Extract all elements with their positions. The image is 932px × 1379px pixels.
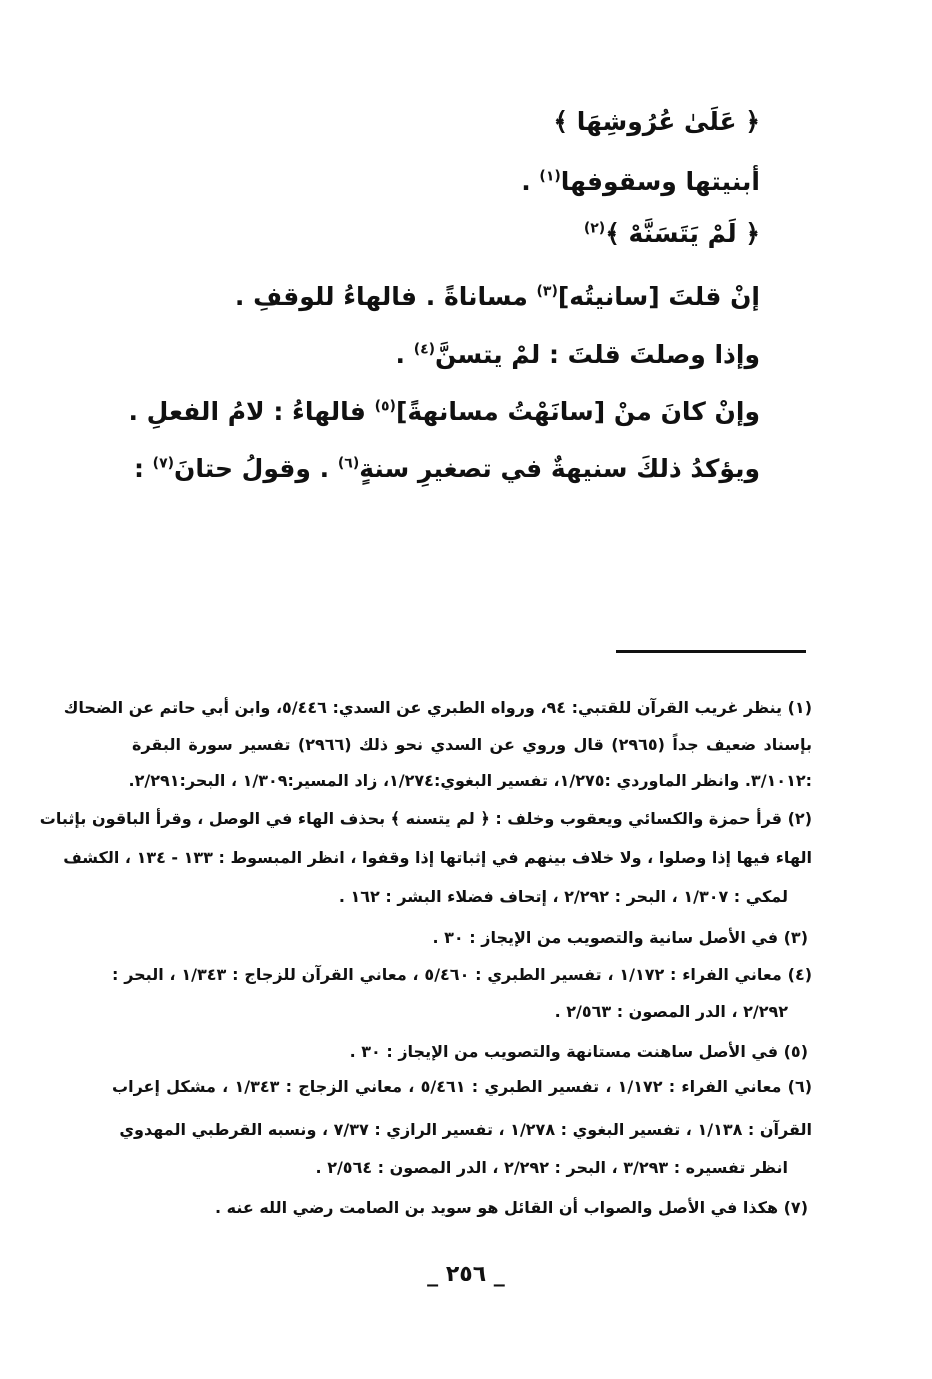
gloss-line-1	[521, 164, 760, 200]
body-text: ويؤكدُ ذلكَ سنيهةٌ في تصغيرِ سنةٍ	[359, 454, 760, 483]
page-number: _ ٢٥٦ _	[427, 1262, 505, 1287]
footnote-1-line-2: بإسناد ضعيف جداً (٢٩٦٥) قال وروي عن السدي نحو ذلك (٢٩٦٦) تفسير سورة البقرة	[132, 735, 812, 754]
footnote-ref: (٢)	[583, 220, 606, 237]
footnote-divider	[616, 650, 806, 653]
footnote-1-line-3: :٣/١٠١٢. وانظر الماوردي :١/٢٧٥، تفسير البغوي:١/٢٧٤، زاد المسير:١/٣٠٩ ، البحر:٢/٢٩١.	[128, 771, 812, 790]
footnote-2-line-3: لمكي : ١/٣٠٧ ، البحر : ٢/٢٩٢ ، إتحاف فضلاء البشر : ١٦٢ .	[338, 887, 788, 906]
footnote-ref: (١)	[539, 168, 561, 185]
punctuation: .	[521, 167, 540, 196]
footnote-6-line-1: (٦) معاني الفراء : ١/١٧٢ ، تفسير الطبري : ٥/٤٦١ ، معاني الزجاج : ١/٣٤٣ ، مشكل إعراب	[112, 1077, 813, 1096]
verse-text: ﴿ لَمْ يَتَسَنَّهْ ﴾	[605, 219, 760, 248]
punctuation: :	[133, 454, 153, 483]
footnote-2-line-1: (٢) قرأ حمزة والكسائي ويعقوب وخلف : ﴿ لم يتسنه ﴾ بحذف الهاء في الوصل ، وقرأ الباقون بإثبات	[39, 809, 812, 828]
footnote-ref: (٦)	[337, 455, 360, 472]
body-text: فالهاءُ : لامُ الفعلِ .	[128, 397, 375, 426]
body-text: .	[395, 340, 414, 369]
footnote-3: (٣) في الأصل سانية والتصويب من الإيجاز : ٣٠ .	[432, 928, 808, 947]
verse-text: ﴿ عَلَىٰ عُرُوشِهَا ﴾	[553, 107, 760, 136]
body-line-2	[395, 337, 760, 373]
body-text: وإذا وصلتَ قلتَ : لمْ يتسنَّ	[435, 340, 760, 369]
footnote-2-line-2: الهاء فيها إذا وصلوا ، ولا خلاف بينهم في إثباتها إذا وقفوا ، انظر المبسوط : ١٣٣ - ١٣٤ ، الكشف	[63, 848, 812, 867]
body-line-4	[134, 451, 760, 487]
footnote-5: (٥) في الأصل ساهنت مستانهة والتصويب من الإيجاز : ٣٠ .	[349, 1042, 808, 1061]
body-text: . وقولُ حتانَ	[174, 454, 338, 483]
footnote-6-line-3: انظر تفسيره : ٣/٢٩٣ ، البحر : ٢/٢٩٢ ، الدر المصون : ٢/٥٦٤ .	[315, 1158, 788, 1177]
body-line-1	[235, 279, 760, 315]
verse-heading-1	[553, 104, 760, 140]
body-text: مساناةً . فالهاءُ للوقفِ .	[234, 282, 537, 311]
body-text: إنْ قلتَ [سانيتُه]	[557, 282, 760, 311]
footnote-1-line-1: (١) ينظر غريب القرآن للقتبي: ٩٤، ورواه الطبري عن السدي: ٥/٤٤٦، وابن أبي حاتم عن الضحاك	[63, 698, 812, 717]
footnote-ref: (٣)	[536, 283, 558, 300]
footnote-7: (٧) هكذا في الأصل والصواب أن القائل هو سويد بن الصامت رضي الله عنه .	[214, 1198, 808, 1217]
footnote-ref: (٧)	[152, 455, 175, 472]
footnote-ref: (٤)	[413, 341, 436, 358]
verse-heading-2	[584, 216, 760, 252]
footnote-ref: (٥)	[374, 398, 396, 415]
gloss-text: أبنيتها وسقوفها	[560, 167, 760, 196]
body-line-3	[128, 394, 760, 430]
body-text: وإنْ كانَ منْ [سانَهْتُ مسانهةً]	[395, 397, 760, 426]
footnote-4-line-2: ٢/٢٩٢ ، الدر المصون : ٢/٥٦٣ .	[554, 1002, 788, 1021]
footnote-6-line-2: القرآن : ١/١٣٨ ، تفسير البغوي : ١/٢٧٨ ، تفسير الرازي : ٧/٣٧ ، ونسبه القرطبي المهدوي	[119, 1120, 812, 1139]
footnote-4-line-1: (٤) معاني الفراء : ١/١٧٢ ، تفسير الطبري : ٥/٤٦٠ ، معاني القرآن للزجاج : ١/٣٤٣ ، البحر :	[112, 965, 813, 984]
